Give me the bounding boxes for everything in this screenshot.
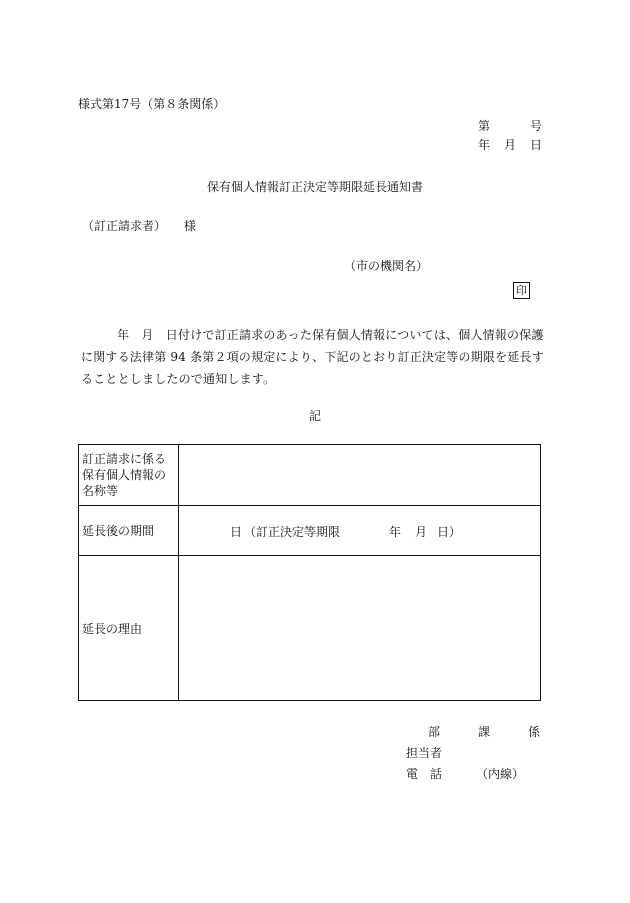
notice-body: 年 月 日付けで訂正請求のあった保有個人情報については、個人情報の保護に関する法律第 94 条第２項の規定により、下記のとおり訂正決定等の期限を延長することとしましたので通知します。 (81, 328, 544, 386)
extended-period-value (179, 506, 541, 556)
agency-name: （市の機関名） (344, 259, 429, 273)
doc-no-prefix: 第 (478, 119, 491, 133)
ext-deadline-label: （訂正決定等期限 (244, 524, 341, 539)
extended-period-label: 延長後の期間 (79, 506, 179, 556)
reason-value (179, 556, 541, 701)
info-name-value (179, 445, 541, 506)
date-day: 日 (530, 138, 543, 152)
unit-label: 係 (528, 725, 541, 739)
recipient-honorific: 様 (184, 219, 197, 233)
document-title: 保有個人情報訂正決定等期限延長通知書 (206, 180, 423, 194)
ext-year: 年 (389, 524, 402, 539)
section-label: 課 (478, 725, 491, 739)
extension-label: （内線） (476, 767, 525, 781)
recipient (82, 218, 196, 234)
form-number: 様式第17号（第８条関係） (78, 97, 226, 111)
date-year: 年 (478, 138, 491, 152)
seal-mark: 印 (513, 282, 530, 299)
ext-day: 日 (230, 524, 243, 539)
ext-day-close: 日） (437, 524, 462, 539)
details-table (78, 444, 541, 701)
doc-no-suffix: 号 (530, 119, 543, 133)
table-row (79, 556, 541, 701)
info-name-label: 訂正請求に係る保有個人情報の名称等 (79, 445, 179, 506)
ext-month: 月 (415, 524, 428, 539)
recipient-label: （訂正請求者） (82, 219, 167, 233)
date-month: 月 (504, 138, 517, 152)
dept-label: 部 (428, 725, 441, 739)
ki-heading: 記 (308, 409, 321, 423)
table-row (79, 445, 541, 506)
table-row (79, 506, 541, 556)
person-in-charge: 担当者 (406, 746, 443, 760)
phone-label: 電 話 (406, 767, 443, 781)
reason-label: 延長の理由 (79, 556, 179, 701)
